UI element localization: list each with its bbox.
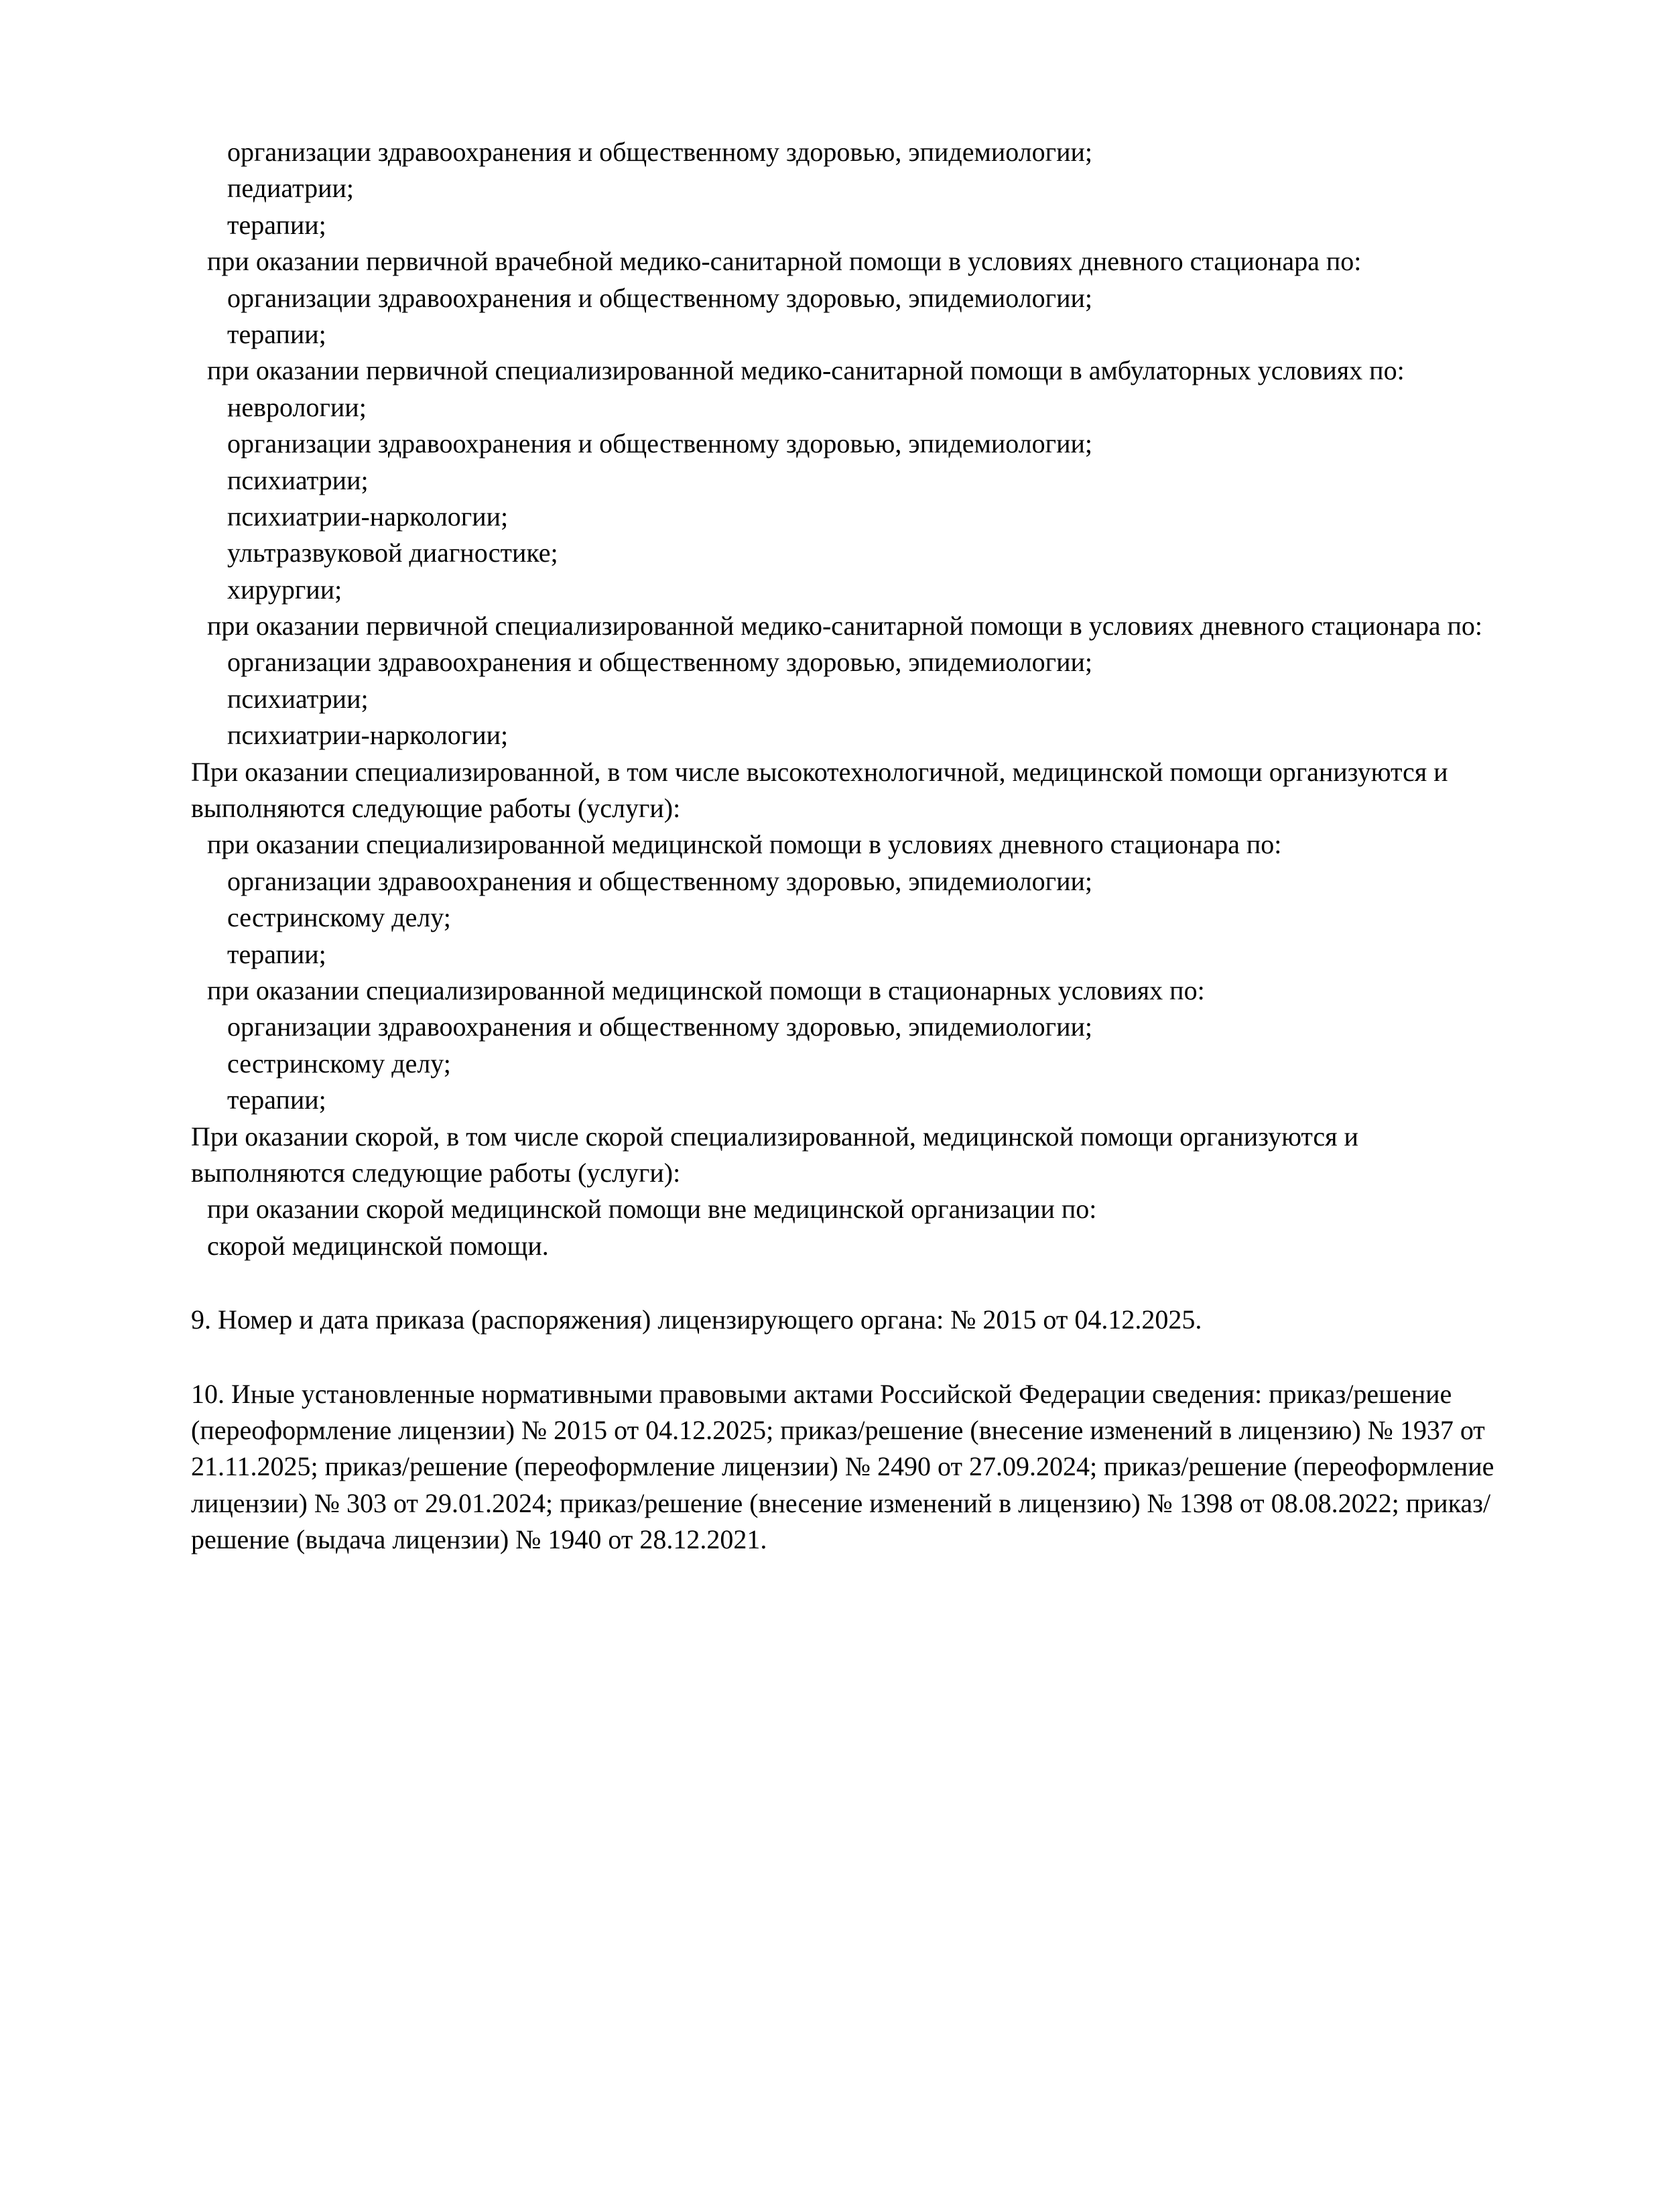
list-item: при оказании специализированной медицинской помощи в условиях дневного стационара по: xyxy=(207,829,1282,860)
list-item: педиатрии; xyxy=(227,173,355,204)
list-item: при оказании первичной специализированной медико-санитарной помощи в условиях дневного стационара по: xyxy=(207,611,1483,641)
list-item: психиатрии-наркологии; xyxy=(227,501,509,532)
spacer xyxy=(191,1264,1501,1302)
paragraph-specialized-care: При оказании специализированной, в том числе высокотехнологичной, медицинской помощи организуются и выполняются следующие работы (услуги): xyxy=(191,756,1448,824)
list-item: организации здравоохранения и общественному здоровью, эпидемиологии; xyxy=(227,137,1092,167)
list-item: терапии; xyxy=(227,318,326,349)
list-item: неврологии; xyxy=(227,391,367,422)
list-item: организации здравоохранения и общественному здоровью, эпидемиологии; xyxy=(227,428,1092,459)
list-item: организации здравоохранения и общественному здоровью, эпидемиологии; xyxy=(227,647,1092,678)
list-item: ультразвуковой диагностике; xyxy=(227,538,558,568)
list-item: при оказании специализированной медицинской помощи в стационарных условиях по: xyxy=(207,975,1205,1005)
list-item: психиатрии-наркологии; xyxy=(227,720,509,751)
document-body xyxy=(191,134,1501,1558)
spacer xyxy=(191,1339,1501,1376)
list-item: при оказании первичной специализированной медико-санитарной помощи в амбулаторных условиях по: xyxy=(207,355,1405,386)
list-item: при оказании скорой медицинской помощи вне медицинской организации по: xyxy=(207,1194,1097,1225)
list-item: сестринскому делу; xyxy=(227,902,451,933)
list-item: скорой медицинской помощи. xyxy=(207,1230,549,1261)
list-item: психиатрии; xyxy=(227,465,369,495)
list-item: психиатрии; xyxy=(227,683,369,714)
list-item: организации здравоохранения и общественному здоровью, эпидемиологии; xyxy=(227,865,1092,896)
list-item: при оказании первичной врачебной медико-санитарной помощи в условиях дневного стационара по: xyxy=(207,246,1362,277)
list-item: сестринскому делу; xyxy=(227,1048,451,1079)
list-item: организации здравоохранения и общественному здоровью, эпидемиологии; xyxy=(227,282,1092,313)
item-9-order-number-and-date: 9. Номер и дата приказа (распоряжения) лицензирующего органа: № 2015 от 04.12.2025. xyxy=(191,1304,1202,1335)
list-item: терапии; xyxy=(227,1085,326,1115)
paragraph-emergency-care: При оказании скорой, в том числе скорой специализированной, медицинской помощи организуются и выполняются следующие работы (услуги): xyxy=(191,1121,1358,1188)
list-item: терапии; xyxy=(227,938,326,969)
list-item: хирургии; xyxy=(227,574,342,605)
item-10-other-information: 10. Иные установленные нормативными правовыми актами Российской Федерации сведения: приказ/решение (переоформление лицензии) № 2015 от 04.12.2025; приказ/решение (внесение изменений в лицензию) № 1937 от 21.11.2025; приказ/решение (переоформление лицензии) № 2490 от 27.09.2024; приказ/решение (переоформление лицензии) № 303 от 29.01.2024; приказ/решение (внесение изменений в лицензию) № 1398 от 08.08.2022; приказ/решение (выдача лицензии) № 1940 от 28.12.2021. xyxy=(191,1378,1494,1555)
works-services-list xyxy=(191,134,1501,1264)
list-item: терапии; xyxy=(227,209,326,240)
list-item: организации здравоохранения и общественному здоровью, эпидемиологии; xyxy=(227,1011,1092,1042)
